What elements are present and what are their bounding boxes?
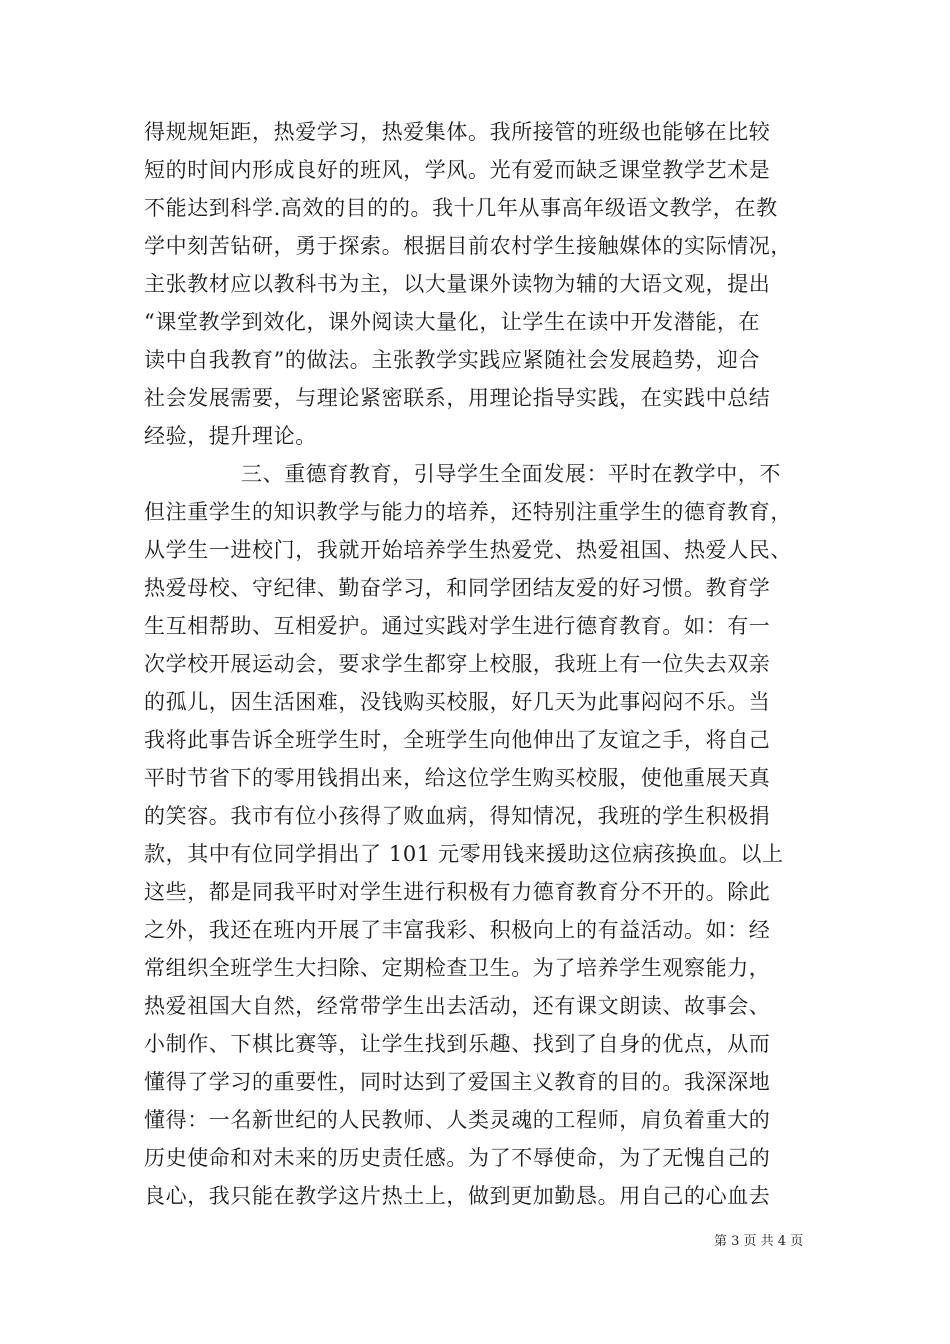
text-line: 良心，我只能在教学这片热土上，做到更加勤恳。用自己的心血去: [144, 1184, 771, 1208]
text-line: 款，其中有位同学捐出了 101 元零用钱来援助这位病孩换血。以上: [144, 842, 784, 866]
text-line: 这些，都是同我平时对学生进行积极有力德育教育分不开的。除此: [144, 880, 771, 904]
text-line: 历史使命和对未来的历史责任感。为了不辱使命，为了无愧自己的: [144, 1146, 771, 1170]
text-line: 次学校开展运动会，要求学生都穿上校服，我班上有一位失去双亲: [144, 652, 771, 676]
text-line: 短的时间内形成良好的班风，学风。光有爱而缺乏课堂教学艺术是: [144, 158, 771, 182]
text-line: 主张教材应以教科书为主，以大量课外读物为辅的大语文观，提出: [144, 272, 771, 296]
text-line: 小制作、下棋比赛等，让学生找到乐趣、找到了自身的优点，从而: [144, 1032, 771, 1056]
text-line: 但注重学生的知识教学与能力的培养，还特别注重学生的德育教育，: [144, 500, 792, 524]
text-line: 不能达到科学.高效的目的的。我十几年从事高年级语文教学，在教: [144, 196, 778, 220]
text-line: 平时节省下的零用钱捐出来，给这位学生购买校服，使他重展天真: [144, 766, 771, 790]
text-line: 读中自我教育”的做法。主张教学实践应紧随社会发展趋势，迎合: [144, 348, 761, 372]
text-line: 之外，我还在班内开展了丰富我彩、积极向上的有益活动。如：经: [144, 918, 771, 942]
text-line: 的笑容。我市有位小孩得了败血病，得知情况，我班的学生积极捐: [144, 804, 771, 828]
text-line: 热爱母校、守纪律、勤奋学习，和同学团结友爱的好习惯。教育学: [144, 576, 771, 600]
text-line: 社会发展需要，与理论紧密联系，用理论指导实践，在实践中总结: [144, 386, 771, 410]
text-line: “课堂教学到效化，课外阅读大量化，让学生在读中开发潜能，在: [144, 310, 761, 334]
text-line: 懂得：一名新世纪的人民教师、人类灵魂的工程师，肩负着重大的: [144, 1108, 771, 1132]
text-line: 懂得了学习的重要性，同时达到了爱国主义教育的目的。我深深地: [144, 1070, 771, 1094]
text-line: 的孤儿，因生活困难，没钱购买校服，好几天为此事闷闷不乐。当: [144, 690, 771, 714]
text-line: 得规规矩距，热爱学习，热爱集体。我所接管的班级也能够在比较: [144, 120, 771, 144]
page-number-footer: 第 3 页 共 4 页: [714, 1234, 804, 1249]
text-line: 经验，提升理论。: [144, 424, 317, 448]
text-line: 从学生一进校门，我就开始培养学生热爱党、热爱祖国、热爱人民、: [144, 538, 792, 562]
text-line: 常组织全班学生大扫除、定期检查卫生。为了培养学生观察能力，: [144, 956, 771, 980]
text-line: 学中刻苦钻研，勇于探索。根据目前农村学生接触媒体的实际情况，: [144, 234, 792, 258]
text-line: 热爱祖国大自然，经常带学生出去活动，还有课文朗读、故事会、: [144, 994, 771, 1018]
text-line: 生互相帮助、互相爱护。通过实践对学生进行德育教育。如：有一: [144, 614, 771, 638]
section-heading-line: 三、重德育教育，引导学生全面发展：平时在教学中，不: [241, 462, 781, 486]
text-line: 我将此事告诉全班学生时，全班学生向他伸出了友谊之手，将自己: [144, 728, 771, 752]
